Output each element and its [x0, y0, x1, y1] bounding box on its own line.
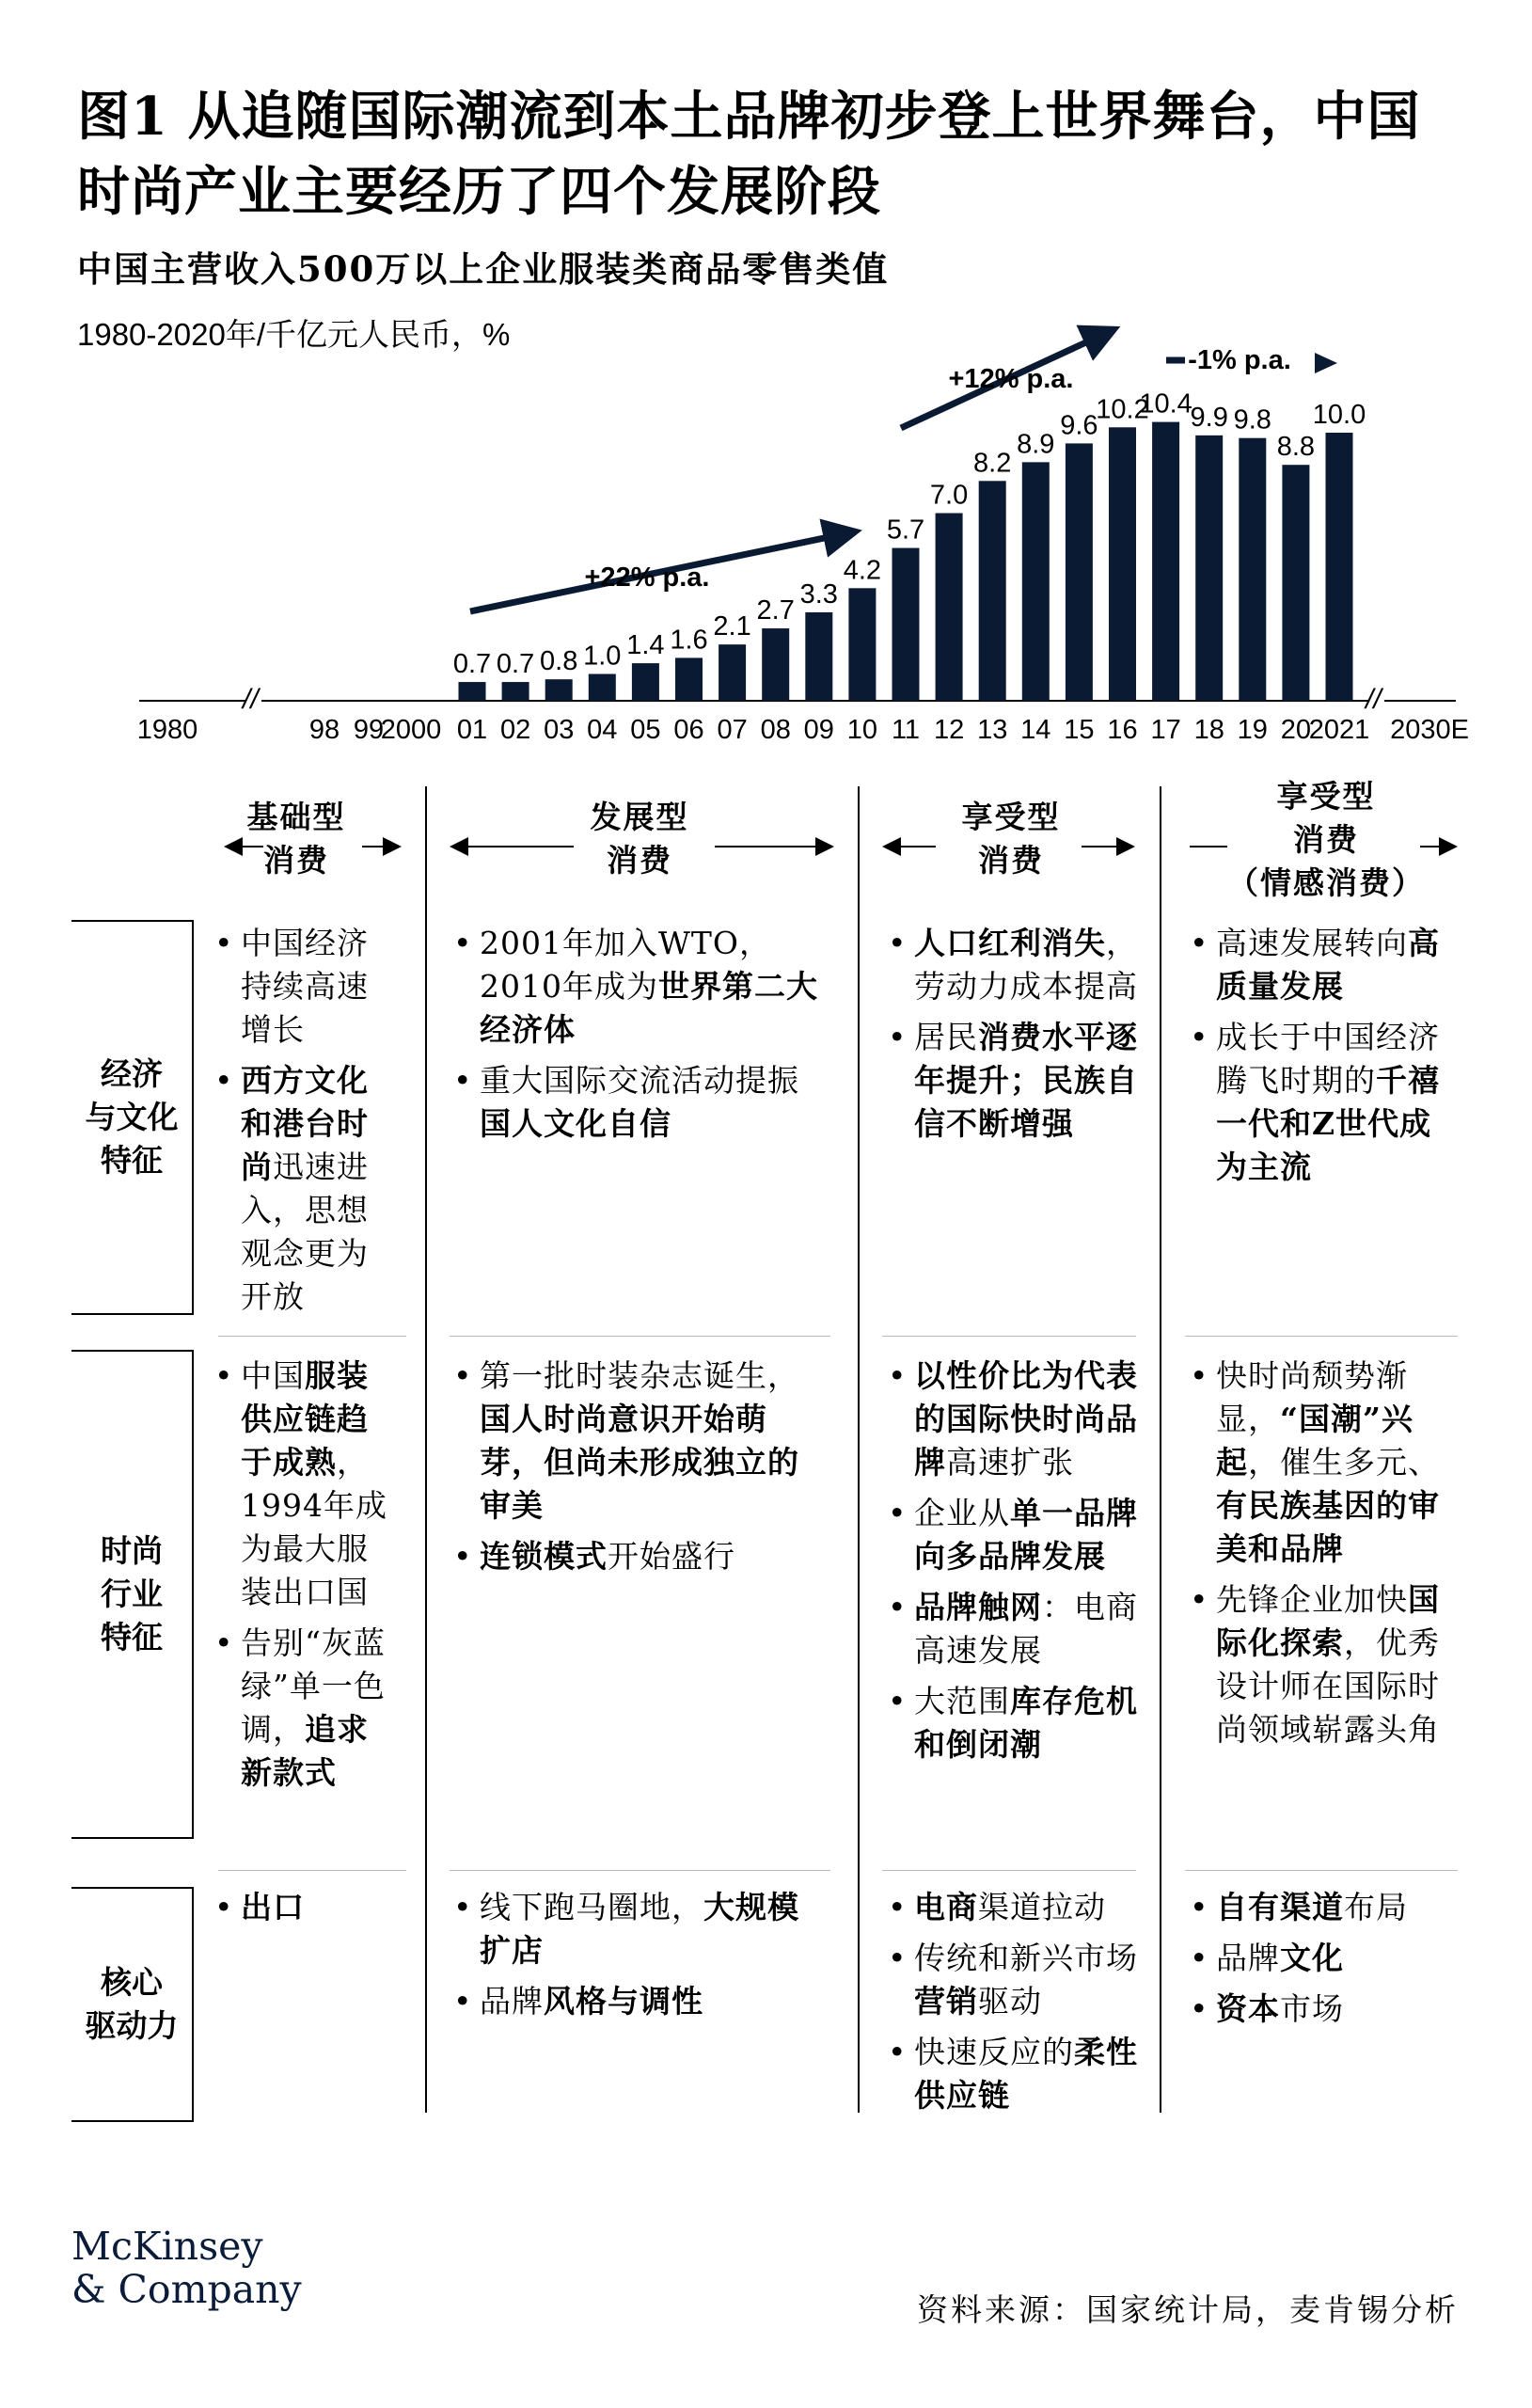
x-tick-label: 15 — [1064, 715, 1095, 745]
row-separator — [450, 1336, 830, 1337]
bullet-item: • 线下跑马圈地，大规模扩店 — [453, 1886, 829, 1972]
bullet-list — [888, 1354, 1142, 1766]
bullet-item: • 品牌风格与调性 — [453, 1980, 829, 2023]
x-tick-label: 18 — [1193, 715, 1224, 745]
bullet-list — [214, 1354, 398, 1795]
bullet-item: • 2001年加入WTO，2010年成为世界第二大经济体 — [453, 922, 829, 1052]
bullet-item: • 出口 — [214, 1886, 398, 1929]
value-label: 0.7 — [452, 649, 492, 680]
x-tick-label: 11 — [891, 715, 921, 745]
value-label: 2.7 — [756, 595, 795, 626]
bullet-list — [453, 922, 829, 1146]
phase-4-line-1: 享受型 — [1276, 778, 1376, 815]
value-label: 0.7 — [496, 649, 535, 680]
bullet-list — [453, 1354, 829, 1578]
bullet-list — [1190, 922, 1453, 1189]
cell-fashion-development — [453, 1354, 829, 1586]
x-tick-label: 01 — [456, 715, 488, 745]
row-2-line-1: 时尚 — [101, 1532, 163, 1569]
bullet-item: • 品牌触网：电商高速发展 — [888, 1586, 1142, 1672]
value-label: 2.1 — [713, 611, 751, 642]
bullet-item: • 品牌文化 — [1190, 1937, 1453, 1980]
cell-economy-emotional — [1190, 922, 1453, 1196]
logo-line-1: McKinsey — [71, 2224, 263, 2269]
value-label: 1.0 — [583, 641, 622, 672]
phase-1-line-2: 消费 — [263, 842, 329, 879]
bullet-item: • 快时尚颓势渐显，“国潮”兴起，催生多元、有民族基因的审美和品牌 — [1190, 1354, 1453, 1571]
growth-label-2: +12% p.a. — [948, 364, 1074, 394]
x-tick-label: 07 — [717, 715, 748, 745]
cell-fashion-emotional — [1190, 1354, 1453, 1759]
phase-2-line-2: 消费 — [607, 842, 672, 879]
value-label: 8.8 — [1276, 432, 1316, 463]
bar — [1022, 462, 1050, 701]
value-label: 5.7 — [886, 515, 925, 546]
row-label-drivers — [71, 1887, 194, 2122]
bullet-item: • 居民消费水平逐年提升；民族自信不断增强 — [888, 1016, 1142, 1146]
value-label: 8.9 — [1017, 429, 1055, 460]
row-2-line-3: 特征 — [101, 1619, 163, 1656]
x-tick-label: 2030E — [1390, 715, 1469, 745]
bullet-list — [1190, 1354, 1453, 1751]
x-tick-label: 02 — [499, 715, 531, 745]
bullet-item: • 自有渠道布局 — [1190, 1886, 1453, 1929]
growth-label-1: +22% p.a. — [584, 562, 710, 593]
row-1-line-3: 特征 — [101, 1142, 163, 1179]
axis-break-right: // — [1366, 684, 1382, 715]
bar — [805, 612, 832, 701]
row-separator — [450, 1870, 830, 1871]
value-label: 0.8 — [540, 646, 578, 677]
value-label: 8.2 — [973, 448, 1012, 479]
x-tick-label: 17 — [1150, 715, 1181, 745]
x-tick-label: 19 — [1237, 715, 1268, 745]
bullet-item: • 快速反应的柔性供应链 — [888, 2031, 1142, 2117]
bar — [848, 588, 876, 701]
x-tick-label: 16 — [1107, 715, 1138, 745]
bar-chart — [0, 320, 1532, 762]
x-tick-label: 06 — [673, 715, 704, 745]
value-label: 9.9 — [1190, 402, 1228, 433]
bar — [719, 644, 746, 701]
x-tick-label: 14 — [1020, 715, 1051, 745]
phase-2-line-1: 发展型 — [590, 799, 689, 835]
bullet-item: • 高速发展转向高质量发展 — [1190, 922, 1453, 1008]
bar — [675, 657, 703, 701]
bar — [1195, 436, 1223, 701]
row-separator — [218, 1870, 406, 1871]
bar — [979, 481, 1006, 701]
phase-arrows — [0, 828, 1532, 865]
bullet-item: • 西方文化和港台时尚迅速进入，思想观念更为开放 — [214, 1059, 398, 1319]
chart-unit: 1980-2020年/千亿元人民币，% — [77, 317, 511, 352]
value-label: 4.2 — [843, 555, 882, 586]
bullet-item: • 企业从单一品牌向多品牌发展 — [888, 1492, 1142, 1578]
phase-3-line-1: 享受型 — [961, 799, 1061, 835]
x-tick-label: 2000 — [380, 715, 442, 745]
page-title: 图1 从追随国际潮流到本土品牌初步登上世界舞台，中国时尚产业主要经历了四个发展阶段 — [77, 86, 1421, 223]
row-1-line-1: 经济 — [101, 1055, 163, 1092]
bar — [502, 682, 529, 701]
bullet-list — [1190, 1886, 1453, 2031]
bar — [1326, 433, 1353, 701]
row-separator — [882, 1870, 1136, 1871]
x-tick-label: 20 — [1280, 715, 1312, 745]
x-tick-label: 98 — [308, 715, 340, 745]
value-label: 1.6 — [670, 625, 708, 656]
value-label: 3.3 — [799, 578, 838, 610]
bullet-item: • 连锁模式开始盛行 — [453, 1535, 829, 1578]
mckinsey-logo — [71, 2225, 302, 2311]
value-label: 10.2 — [1096, 394, 1149, 425]
cell-economy-basic — [214, 922, 398, 1326]
bullet-item: • 先锋企业加快国际化探索，优秀设计师在国际时尚领域崭露头角 — [1190, 1578, 1453, 1751]
bullet-list — [888, 922, 1142, 1146]
row-label-fashion — [71, 1350, 194, 1839]
value-label: 9.6 — [1060, 410, 1098, 441]
bullet-list — [214, 1886, 398, 1929]
x-tick-label: 99 — [353, 715, 385, 745]
row-separator — [1185, 1336, 1458, 1337]
row-separator — [882, 1336, 1136, 1337]
value-label: 7.0 — [929, 480, 969, 511]
row-1-line-2: 与文化 — [85, 1099, 179, 1135]
bullet-item: • 大范围库存危机和倒闭潮 — [888, 1680, 1142, 1766]
bullet-item: • 成长于中国经济腾飞时期的千禧一代和Z世代成为主流 — [1190, 1016, 1453, 1189]
bullet-item: • 以性价比为代表的国际快时尚品牌高速扩张 — [888, 1354, 1142, 1484]
bar — [1152, 422, 1179, 701]
bar — [1066, 443, 1093, 701]
value-label: 10.0 — [1312, 400, 1366, 430]
bar — [632, 663, 659, 701]
phase-1-line-1: 基础型 — [246, 799, 346, 835]
bullet-list — [214, 922, 398, 1319]
bar — [1239, 438, 1266, 701]
bullet-item: • 资本市场 — [1190, 1988, 1453, 2031]
value-label: 9.8 — [1233, 404, 1271, 436]
cell-drivers-emotional — [1190, 1886, 1453, 2038]
column-divider-3 — [1160, 786, 1161, 2113]
value-label: 1.4 — [626, 630, 665, 661]
axis-break-left: // — [243, 684, 259, 715]
bullet-item: • 中国经济持续高速增长 — [214, 922, 398, 1052]
bar — [762, 628, 789, 701]
bullet-item: • 传统和新兴市场营销驱动 — [888, 1937, 1142, 2023]
growth-arrow-3-head — [1315, 353, 1337, 373]
phase-4-line-3: （情感消费） — [1227, 864, 1425, 901]
column-divider-1 — [425, 786, 427, 2113]
row-3-line-2: 驱动力 — [85, 2007, 179, 2044]
cell-fashion-enjoyment — [888, 1354, 1142, 1774]
bullet-item: • 第一批时装杂志诞生，国人时尚意识开始萌芽，但尚未形成独立的审美 — [453, 1354, 829, 1528]
x-tick-label: 09 — [803, 715, 834, 745]
bar — [1282, 465, 1309, 701]
chart-subtitle: 中国主营收入500万以上企业服装类商品零售类值 — [77, 248, 890, 290]
value-label: 10.4 — [1139, 388, 1192, 420]
x-tick-label: 13 — [977, 715, 1008, 745]
x-tick-label: 2021 — [1308, 715, 1370, 745]
x-tick-label: 08 — [760, 715, 791, 745]
row-3-line-1: 核心 — [101, 1964, 163, 2001]
x-tick-label: 04 — [587, 715, 618, 745]
source-note: 资料来源：国家统计局，麦肯锡分析 — [917, 2291, 1459, 2328]
row-separator — [1185, 1870, 1458, 1871]
bar — [589, 674, 616, 702]
cell-economy-development — [453, 922, 829, 1153]
cell-drivers-basic — [214, 1886, 398, 1937]
cell-economy-enjoyment — [888, 922, 1142, 1153]
bullet-item: • 电商渠道拉动 — [888, 1886, 1142, 1929]
x-tick-label: 05 — [630, 715, 661, 745]
row-2-line-2: 行业 — [101, 1576, 163, 1612]
cell-drivers-enjoyment — [888, 1886, 1142, 2125]
growth-label-3: -1% p.a. — [1188, 345, 1291, 375]
x-tick-label: 10 — [846, 715, 878, 745]
bar — [545, 679, 573, 701]
bullet-list — [453, 1886, 829, 2023]
column-divider-2 — [858, 786, 860, 2113]
logo-line-2: & Company — [71, 2267, 302, 2312]
row-label-economy — [71, 920, 194, 1315]
bar — [1109, 427, 1136, 701]
bar — [936, 514, 963, 702]
bar — [892, 548, 920, 701]
phase-3-line-2: 消费 — [978, 842, 1044, 879]
x-tick-label: 12 — [933, 715, 965, 745]
bullet-list — [888, 1886, 1142, 2117]
cell-drivers-development — [453, 1886, 829, 2031]
phase-4-line-2: 消费 — [1293, 821, 1359, 858]
bar — [459, 682, 486, 701]
row-separator — [218, 1336, 406, 1337]
cell-fashion-basic — [214, 1354, 398, 1802]
x-tick-label: 03 — [544, 715, 575, 745]
x-tick-label: 1980 — [136, 715, 198, 745]
bullet-item: • 中国服装供应链趋于成熟，1994年成为最大服装出口国 — [214, 1354, 398, 1614]
bullet-item: • 人口红利消失，劳动力成本提高 — [888, 922, 1142, 1008]
bullet-item: • 重大国际交流活动提振国人文化自信 — [453, 1059, 829, 1146]
bullet-item: • 告别“灰蓝绿”单一色调，追求新款式 — [214, 1622, 398, 1795]
